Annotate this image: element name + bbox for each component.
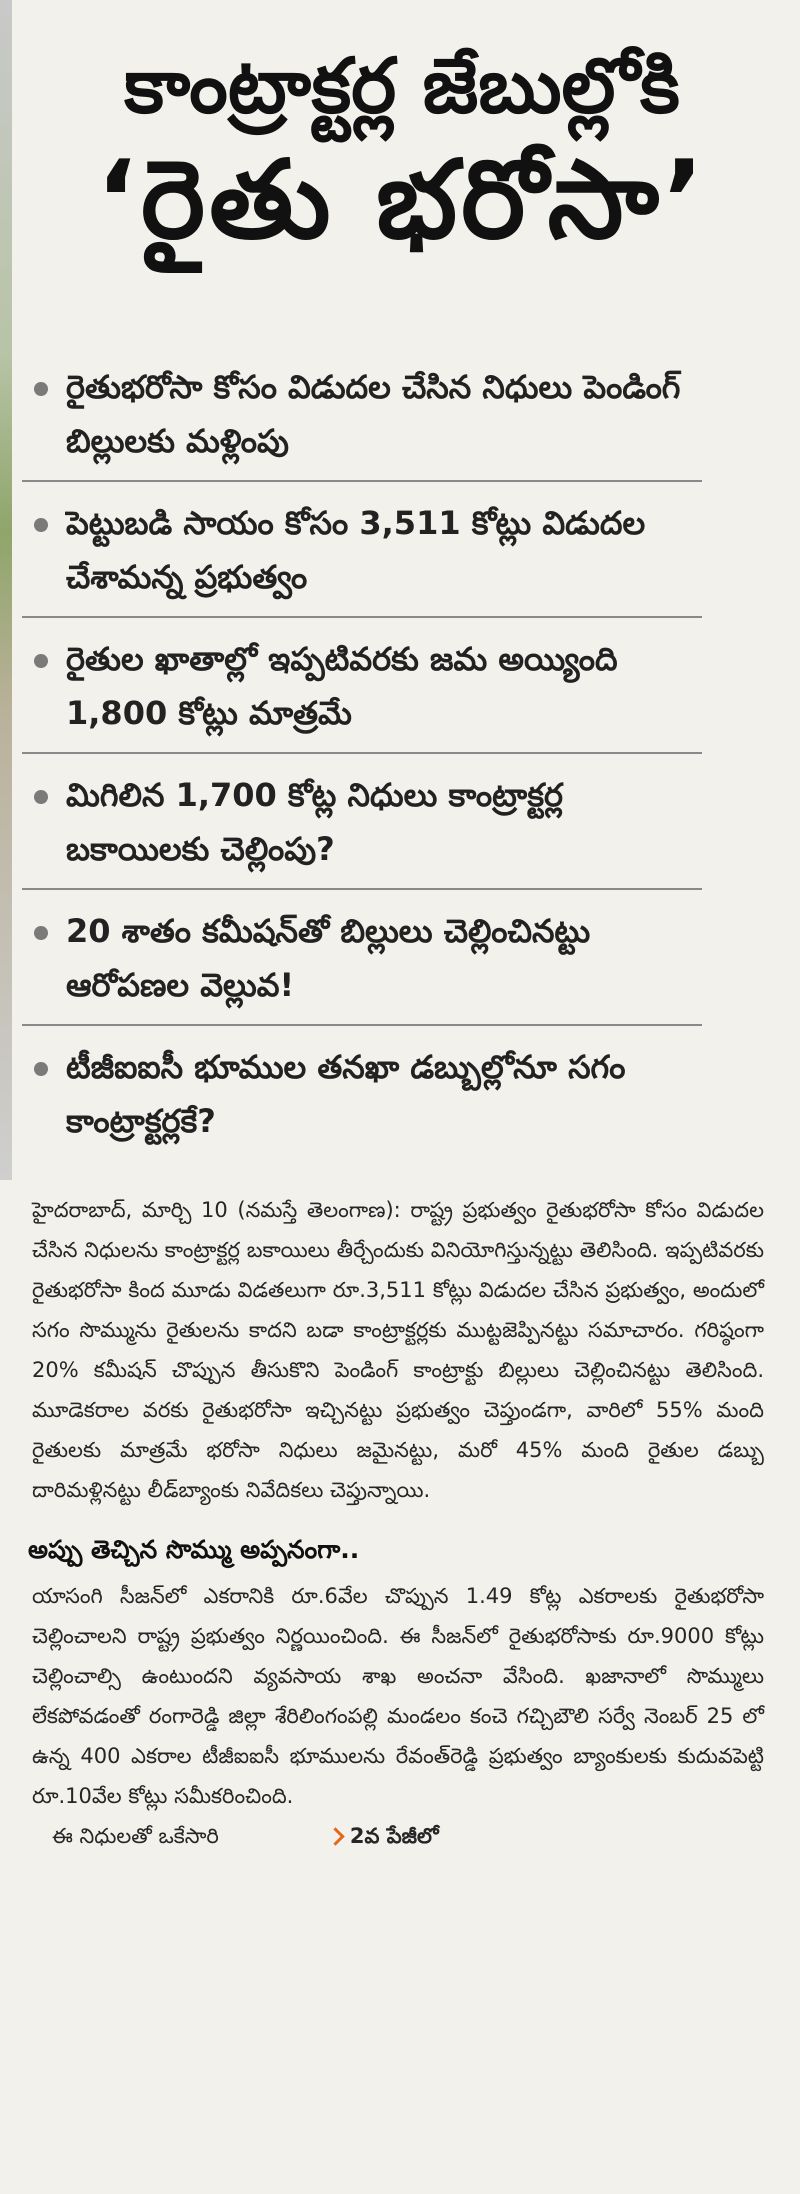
- article-body-paragraph-2: యాసంగి సీజన్‌లో ఎకరానికి రూ.6వేల చొప్పున 1.49 కోట్ల ఎకరాలకు రైతుభరోసా చెల్లించాలని రాష్ట్ర ప్రభుత్వం నిర్ణయించింది. ఈ సీజన్‌లో రైతుభరోసాకు రూ.9000 కోట్లు చెల్లించాల్సి ఉంటుందని వ్యవసాయ శాఖ అంచనా వేసింది. ఖజానాలో సొమ్ములు లేకపోవడంతో రంగారెడ్డి జిల్లా శేరిలింగంపల్లి మండలం కంచె గచ్చిబౌలి సర్వే నెంబర్ 25 లో ఉన్న 400 ఎకరాల టీజీఐఐసీ భూములను రేవంత్‌రెడ్డి ప్రభుత్వం బ్యాంకులకు కుదువపెట్టి రూ.10వేల కోట్లు సమీకరించింది.: [32, 1584, 764, 1808]
- continued-on-page-link[interactable]: [329, 1816, 439, 1856]
- headline-line-1: కాంట్రాక్టర్ల జేబుల్లోకి: [124, 41, 680, 130]
- bullet-item: [22, 618, 702, 754]
- photo-edge-strip: [0, 0, 12, 1180]
- bullet-dot-icon: [34, 382, 48, 396]
- bullet-text: 20 శాతం కమీషన్‌తో బిల్లులు చెల్లించినట్టు ఆరోపణల వెల్లువ!: [66, 912, 591, 1004]
- bullet-text: టీజీఐఐసీ భూముల తనఖా డబ్బుల్లోనూ సగం కాంట్రాక్టర్లకే?: [66, 1048, 626, 1140]
- news-article: [22, 0, 782, 1856]
- bullet-dot-icon: [34, 518, 48, 532]
- bullet-dot-icon: [34, 1062, 48, 1076]
- bullet-item: [22, 1026, 702, 1160]
- footer-tail-text: ఈ నిధులతో ఒకేసారి: [52, 1824, 219, 1848]
- bullet-item: [22, 890, 702, 1026]
- bullet-dot-icon: [34, 926, 48, 940]
- bullet-text: రైతుల ఖాతాల్లో ఇప్పటివరకు జమ అయ్యింది 1,800 కోట్లు మాత్రమే: [66, 640, 618, 732]
- bullet-dot-icon: [34, 790, 48, 804]
- article-body-paragraph: హైదరాబాద్, మార్చి 10 (నమస్తే తెలంగాణ): రాష్ట్ర ప్రభుత్వం రైతుభరోసా కోసం విడుదల చేసిన నిధులను కాంట్రాక్టర్ల బకాయిలు తీర్చేందుకు వినియోగిస్తున్నట్టు తెలిసింది. ఇప్పటివరకు రైతుభరోసా కింద మూడు విడతలుగా రూ.3,511 కోట్లు విడుదల చేసిన ప్రభుత్వం, అందులో సగం సొమ్మును రైతులను కాదని బడా కాంట్రాక్టర్లకు ముట్టజెప్పినట్టు సమాచారం. గరిష్ఠంగా 20% కమీషన్ చొప్పున తీసుకొని పెండింగ్ కాంట్రాక్టు బిల్లులు చెల్లించినట్టు తెలిసింది. మూడెకరాల వరకు రైతుభరోసా ఇచ్చినట్టు ప్రభుత్వం చెప్తుండగా, వారిలో 55% మంది రైతులకు మాత్రమే భరోసా నిధులు జమైనట్టు, మరో 45% మంది రైతుల డబ్బు దారిమళ్లినట్టు లీడ్‌బ్యాంకు నివేదికలు చెప్తున్నాయి.: [32, 1198, 764, 1502]
- highlight-bullets: [22, 346, 782, 1160]
- bullet-item: [22, 482, 702, 618]
- headline-line-2: ‘రైతు భరోసా’: [96, 138, 708, 263]
- bullet-item: [22, 346, 702, 482]
- continued-label: 2వ పేజీలో: [349, 1824, 439, 1848]
- article-subheading: అప్పు తెచ్చిన సొమ్ము అప్పనంగా..: [28, 1535, 360, 1564]
- chevron-right-icon: [326, 1827, 344, 1845]
- bullet-dot-icon: [34, 654, 48, 668]
- bullet-text: రైతుభరోసా కోసం విడుదల చేసిన నిధులు పెండింగ్ బిల్లులకు మళ్లింపు: [66, 368, 681, 460]
- bullet-text: పెట్టుబడి సాయం కోసం 3,511 కోట్లు విడుదల చేశామన్న ప్రభుత్వం: [66, 504, 646, 596]
- bullet-text: మిగిలిన 1,700 కోట్ల నిధులు కాంట్రాక్టర్ల బకాయిలకు చెల్లింపు?: [66, 776, 564, 868]
- article-footer: [22, 1816, 782, 1856]
- bullet-item: [22, 754, 702, 890]
